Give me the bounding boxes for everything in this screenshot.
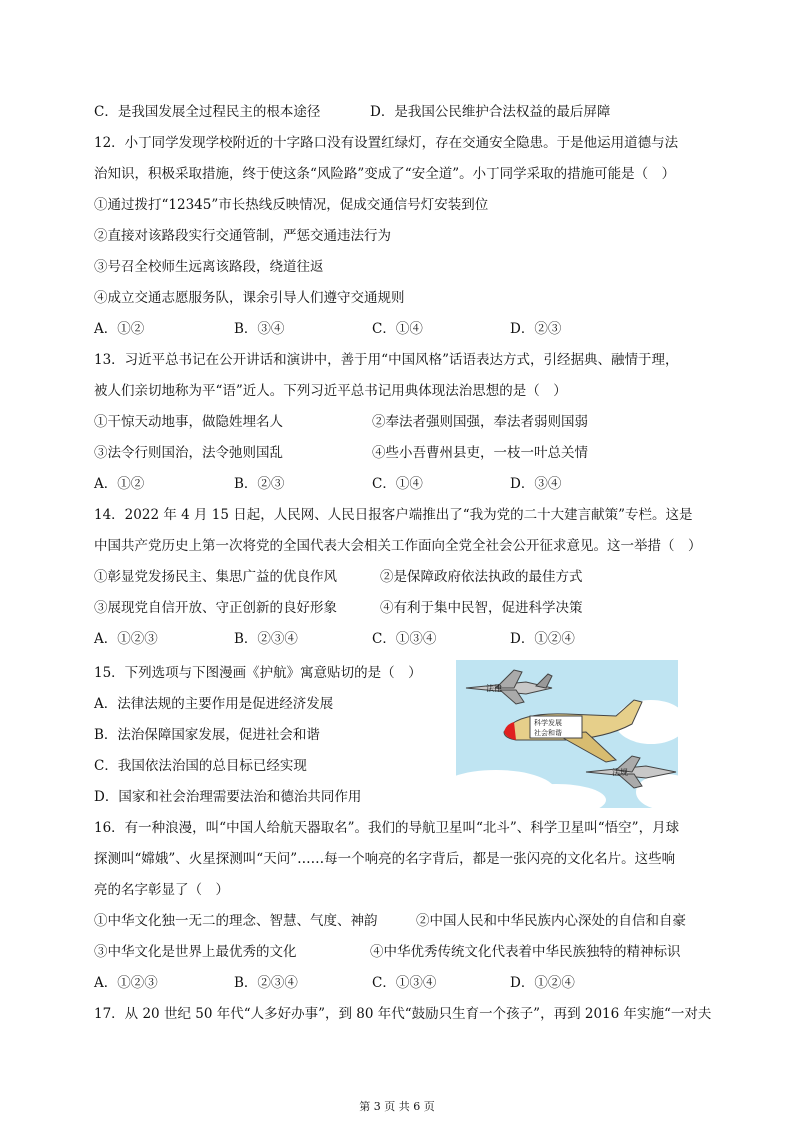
q13-stem-line1: 13．习近平总书记在公开讲话和演讲中，善于用“中国风格”话语表达方式，引经据典、融情于理， [94, 352, 679, 368]
q14-option-d: D．①②④ [510, 631, 575, 647]
q12-statement-1: ①通过拨打“12345”市长热线反映情况，促成交通信号灯安装到位 [94, 197, 489, 213]
q16-statement-4: ④中华优秀传统文化代表着中华民族独特的精神标识 [370, 944, 681, 960]
q13-option-a: A．①② [94, 476, 145, 492]
q13-stem-line2: 被人们亲切地称为平“语”近人。下列习近平总书记用典体现法治思想的是（ ） [94, 383, 567, 399]
q16-stem-line1: 16．有一种浪漫，叫“中国人给航天器取名”。我们的导航卫星叫“北斗”、科学卫星叫“悟空”，月球 [94, 820, 680, 836]
q14-option-b: B．②③④ [234, 631, 298, 647]
q13-statement-2: ②奉法者强则国强，奉法者弱则国弱 [372, 414, 588, 430]
q14-statement-3: ③展现党自信开放、守正创新的良好形象 [94, 600, 337, 616]
q14-statement-4: ④有利于集中民智，促进科学决策 [380, 600, 583, 616]
q12-option-a: A．①② [94, 321, 145, 337]
q14-statement-1: ①彰显党发扬民主、集思广益的优良作风 [94, 569, 337, 585]
q16-statement-2: ②中国人民和中华民族内心深处的自信和自豪 [416, 913, 686, 929]
q15-option-a: A．法律法规的主要作用是促进经济发展 [94, 696, 334, 712]
q16-stem-line3: 亮的名字彰显了（ ） [94, 882, 229, 898]
escort-cartoon-illustration [456, 660, 678, 808]
q13-option-b: B．②③ [234, 476, 285, 492]
q16-statement-3: ③中华文化是世界上最优秀的文化 [94, 944, 297, 960]
jet-bottom-label: 法规 [612, 768, 628, 777]
q16-option-c: C．①③④ [372, 975, 437, 991]
q12-stem-line1: 12．小丁同学发现学校附近的十字路口没有设置红绿灯，存在交通安全隐患。于是他运用道德与法 [94, 135, 679, 151]
q13-statement-1: ①干惊天动地事，做隐姓埋名人 [94, 414, 283, 430]
airliner-label-2: 社会和谐 [534, 729, 562, 737]
q15-option-c: C．我国依法治国的总目标已经实现 [94, 758, 307, 774]
jet-top-label: 法律 [486, 684, 502, 693]
q11-option-c: C．是我国发展全过程民主的根本途径 [94, 104, 321, 120]
q16-option-d: D．①②④ [510, 975, 575, 991]
q15-option-b: B．法治保障国家发展，促进社会和谐 [94, 727, 320, 743]
q14-option-a: A．①②③ [94, 631, 158, 647]
q15-option-d: D．国家和社会治理需要法治和德治共同作用 [94, 789, 362, 805]
q12-statement-2: ②直接对该路段实行交通管制，严惩交通违法行为 [94, 228, 391, 244]
airliner-label-1: 科学发展 [534, 719, 562, 727]
q13-statement-3: ③法令行则国治，法令弛则国乱 [94, 445, 283, 461]
q15-stem: 15．下列选项与下图漫画《护航》寓意贴切的是（ ） [94, 665, 422, 681]
q16-option-a: A．①②③ [94, 975, 158, 991]
q12-option-d: D．②③ [510, 321, 562, 337]
q12-statement-4: ④成立交通志愿服务队，课余引导人们遵守交通规则 [94, 290, 405, 306]
q14-stem-line1: 14．2022 年 4 月 15 日起，人民网、人民日报客户端推出了“我为党的二十大建言献策”专栏。这是 [94, 507, 693, 523]
q14-statement-2: ②是保障政府依法执政的最佳方式 [380, 569, 583, 585]
q12-statement-3: ③号召全校师生远离该路段，绕道往返 [94, 259, 324, 275]
q14-option-c: C．①③④ [372, 631, 437, 647]
q12-stem-line2: 治知识，积极采取措施，终于使这条“风险路”变成了“安全道”。小丁同学采取的措施可能是（ ） [94, 166, 676, 182]
q16-statement-1: ①中华文化独一无二的理念、智慧、气度、神韵 [94, 913, 378, 929]
q17-stem-line1: 17．从 20 世纪 50 年代“人多好办事”，到 80 年代“鼓励只生育一个孩子”，再到 2016 年实施“一对夫 [94, 1006, 712, 1022]
q16-option-b: B．②③④ [234, 975, 298, 991]
q14-stem-line2: 中国共产党历史上第一次将党的全国代表大会相关工作面向全党全社会公开征求意见。这一举措（ ） [94, 538, 702, 554]
q13-option-d: D．③④ [510, 476, 562, 492]
q16-stem-line2: 探测叫“嫦娥”、火星探测叫“天问”……每一个响亮的名字背后，都是一张闪亮的文化名片。这些响 [94, 851, 676, 867]
q12-option-c: C．①④ [372, 321, 423, 337]
q11-option-d: D．是我国公民维护合法权益的最后屏障 [370, 104, 611, 120]
q13-statement-4: ④些小吾曹州县吏，一枝一叶总关情 [372, 445, 588, 461]
q13-option-c: C．①④ [372, 476, 423, 492]
q12-option-b: B．③④ [234, 321, 285, 337]
page-number-footer: 第 3 页 共 6 页 [359, 1100, 435, 1113]
